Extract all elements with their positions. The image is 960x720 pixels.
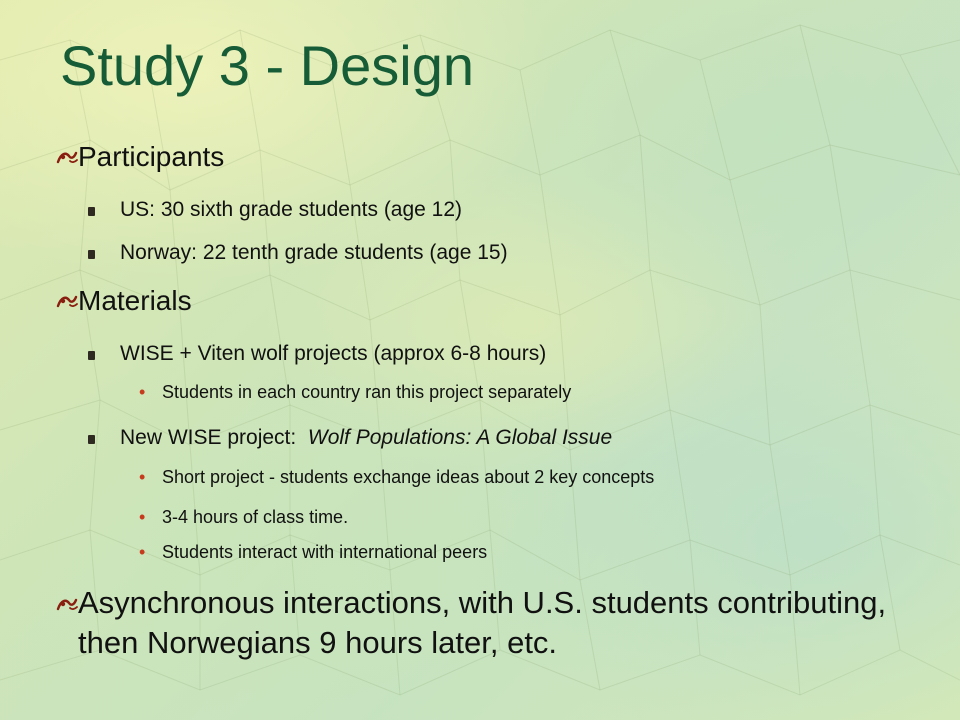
materials-item-text: WISE + Viten wolf projects (approx 6-8 hours) bbox=[120, 342, 547, 365]
round-bullet-icon: • bbox=[139, 507, 146, 527]
fleuron-icon bbox=[56, 596, 78, 612]
square-bullet-icon bbox=[88, 351, 95, 360]
participants-item-text: Norway: 22 tenth grade students (age 15) bbox=[120, 241, 508, 264]
materials-subitem-text: Students interact with international peers bbox=[162, 542, 488, 562]
materials-subitem-text: Students in each country ran this project separately bbox=[162, 382, 572, 402]
square-bullet-icon bbox=[88, 435, 95, 444]
fleuron-icon bbox=[56, 149, 78, 165]
round-bullet-icon: • bbox=[139, 467, 146, 487]
async-text: Asynchronous interactions, with U.S. students contributing, then Norwegians 9 hours later, etc. bbox=[78, 585, 887, 660]
project-label: New WISE project: bbox=[120, 426, 308, 449]
square-bullet-icon bbox=[88, 250, 95, 259]
materials-subitem-text: 3-4 hours of class time. bbox=[162, 507, 349, 527]
fleuron-icon bbox=[56, 293, 78, 309]
round-bullet-icon: • bbox=[139, 382, 146, 402]
participants-heading: Participants bbox=[78, 141, 225, 172]
materials-heading: Materials bbox=[78, 285, 192, 316]
slide-title: Study 3 - Design bbox=[60, 34, 474, 97]
materials-subitem-text: Short project - students exchange ideas about 2 key concepts bbox=[162, 467, 655, 487]
project-title: Wolf Populations: A Global Issue bbox=[307, 426, 613, 449]
round-bullet-icon: • bbox=[139, 542, 146, 562]
participants-item-text: US: 30 sixth grade students (age 12) bbox=[120, 198, 463, 221]
materials-item-text bbox=[120, 425, 612, 451]
square-bullet-icon bbox=[88, 207, 95, 216]
